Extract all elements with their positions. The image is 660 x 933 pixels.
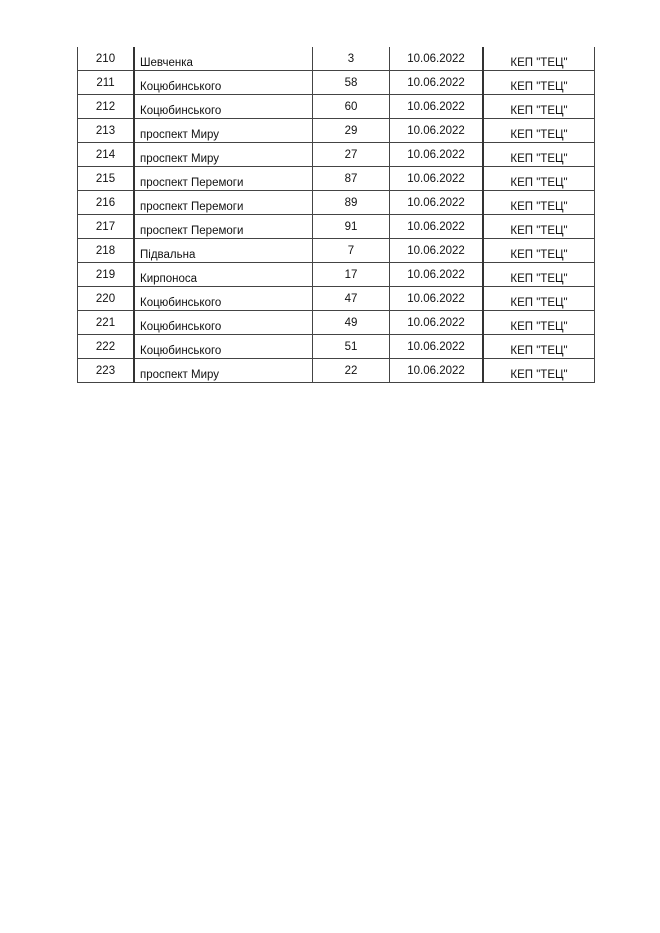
organization-cell: КЕП "ТЕЦ" <box>483 95 595 119</box>
date-cell: 10.06.2022 <box>390 263 484 287</box>
table-row <box>78 71 595 95</box>
date-cell: 10.06.2022 <box>390 359 484 383</box>
street-cell: Коцюбинського <box>134 311 313 335</box>
table-row <box>78 287 595 311</box>
house-number-cell: 27 <box>313 143 390 167</box>
organization-cell: КЕП "ТЕЦ" <box>483 263 595 287</box>
organization-cell: КЕП "ТЕЦ" <box>483 71 595 95</box>
date-cell: 10.06.2022 <box>390 239 484 263</box>
organization-cell: КЕП "ТЕЦ" <box>483 215 595 239</box>
house-number-cell: 7 <box>313 239 390 263</box>
row-number-cell: 211 <box>78 71 135 95</box>
house-number-cell: 89 <box>313 191 390 215</box>
organization-cell: КЕП "ТЕЦ" <box>483 143 595 167</box>
street-cell: Коцюбинського <box>134 335 313 359</box>
table-row <box>78 335 595 359</box>
table-row <box>78 239 595 263</box>
date-cell: 10.06.2022 <box>390 47 484 71</box>
house-number-cell: 29 <box>313 119 390 143</box>
date-cell: 10.06.2022 <box>390 335 484 359</box>
row-number-cell: 219 <box>78 263 135 287</box>
organization-cell: КЕП "ТЕЦ" <box>483 335 595 359</box>
organization-cell: КЕП "ТЕЦ" <box>483 47 595 71</box>
date-cell: 10.06.2022 <box>390 95 484 119</box>
table-row <box>78 311 595 335</box>
table-row <box>78 47 595 71</box>
house-number-cell: 49 <box>313 311 390 335</box>
street-cell: Кирпоноса <box>134 263 313 287</box>
row-number-cell: 217 <box>78 215 135 239</box>
date-cell: 10.06.2022 <box>390 287 484 311</box>
street-cell: Коцюбинського <box>134 287 313 311</box>
date-cell: 10.06.2022 <box>390 119 484 143</box>
house-number-cell: 22 <box>313 359 390 383</box>
organization-cell: КЕП "ТЕЦ" <box>483 359 595 383</box>
organization-cell: КЕП "ТЕЦ" <box>483 311 595 335</box>
street-cell: Коцюбинського <box>134 71 313 95</box>
date-cell: 10.06.2022 <box>390 167 484 191</box>
house-number-cell: 87 <box>313 167 390 191</box>
address-table <box>77 47 595 383</box>
date-cell: 10.06.2022 <box>390 215 484 239</box>
table-row <box>78 95 595 119</box>
house-number-cell: 60 <box>313 95 390 119</box>
street-cell: проспект Перемоги <box>134 215 313 239</box>
row-number-cell: 216 <box>78 191 135 215</box>
row-number-cell: 222 <box>78 335 135 359</box>
row-number-cell: 218 <box>78 239 135 263</box>
row-number-cell: 215 <box>78 167 135 191</box>
street-cell: проспект Перемоги <box>134 191 313 215</box>
row-number-cell: 210 <box>78 47 135 71</box>
organization-cell: КЕП "ТЕЦ" <box>483 167 595 191</box>
row-number-cell: 220 <box>78 287 135 311</box>
address-table-body <box>78 47 595 383</box>
table-row <box>78 191 595 215</box>
street-cell: Шевченка <box>134 47 313 71</box>
row-number-cell: 212 <box>78 95 135 119</box>
house-number-cell: 51 <box>313 335 390 359</box>
street-cell: Підвальна <box>134 239 313 263</box>
organization-cell: КЕП "ТЕЦ" <box>483 239 595 263</box>
house-number-cell: 3 <box>313 47 390 71</box>
date-cell: 10.06.2022 <box>390 191 484 215</box>
organization-cell: КЕП "ТЕЦ" <box>483 191 595 215</box>
table-row <box>78 263 595 287</box>
street-cell: проспект Миру <box>134 143 313 167</box>
house-number-cell: 91 <box>313 215 390 239</box>
date-cell: 10.06.2022 <box>390 143 484 167</box>
table-row <box>78 215 595 239</box>
row-number-cell: 221 <box>78 311 135 335</box>
organization-cell: КЕП "ТЕЦ" <box>483 119 595 143</box>
street-cell: Коцюбинського <box>134 95 313 119</box>
table-row <box>78 143 595 167</box>
street-cell: проспект Перемоги <box>134 167 313 191</box>
date-cell: 10.06.2022 <box>390 311 484 335</box>
street-cell: проспект Миру <box>134 119 313 143</box>
house-number-cell: 58 <box>313 71 390 95</box>
date-cell: 10.06.2022 <box>390 71 484 95</box>
organization-cell: КЕП "ТЕЦ" <box>483 287 595 311</box>
row-number-cell: 214 <box>78 143 135 167</box>
row-number-cell: 213 <box>78 119 135 143</box>
house-number-cell: 47 <box>313 287 390 311</box>
table-row <box>78 119 595 143</box>
table-row <box>78 359 595 383</box>
street-cell: проспект Миру <box>134 359 313 383</box>
table-row <box>78 167 595 191</box>
row-number-cell: 223 <box>78 359 135 383</box>
house-number-cell: 17 <box>313 263 390 287</box>
